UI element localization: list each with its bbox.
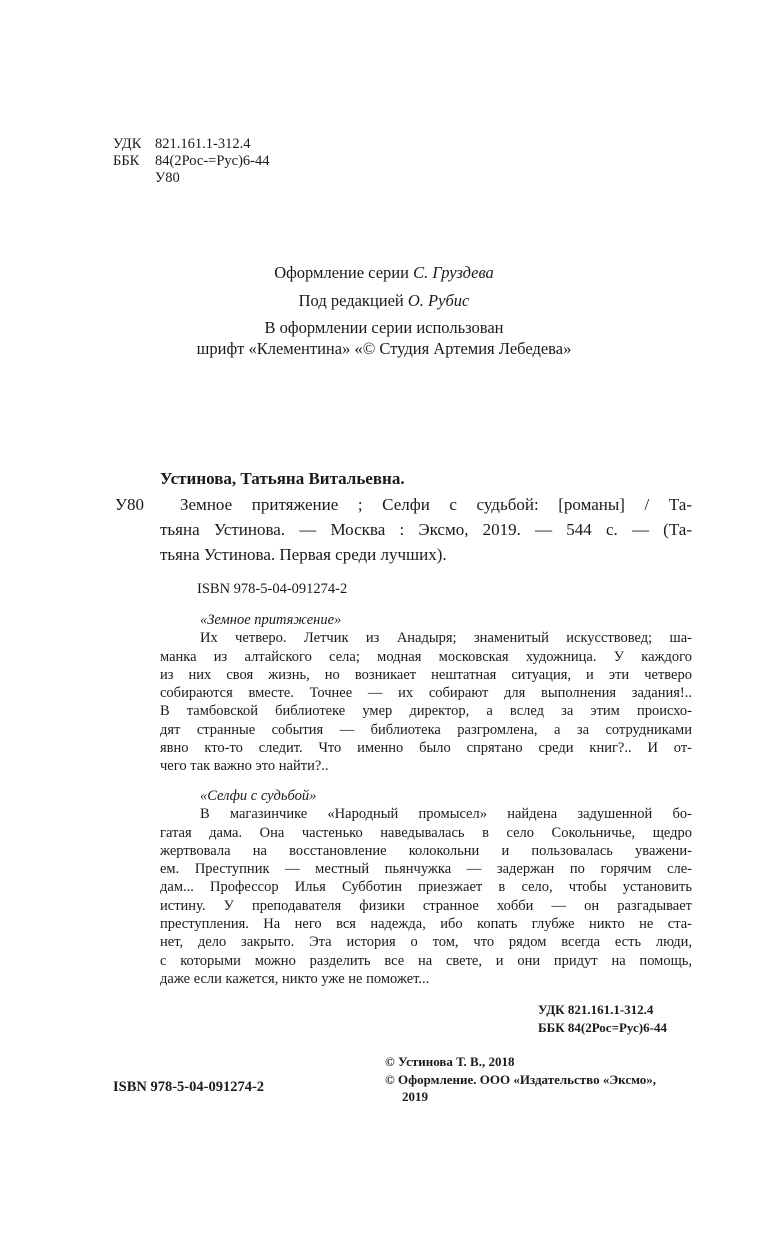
editor-prefix: Под редакцией	[298, 291, 404, 310]
editor-name: О. Рубис	[407, 291, 470, 310]
bbk-row	[113, 153, 270, 170]
series-design-prefix: Оформление серии	[274, 263, 409, 282]
author-mark: У80	[155, 170, 180, 186]
annotation-title: «Земное притяжение»	[200, 612, 342, 628]
annotation-line: Их четверо. Летчик из Анадыря; знаменитый искусствовед; ша-	[200, 630, 692, 647]
annotation-line: манка из алтайского села; модная московская художница. У каждого	[160, 648, 692, 665]
biblio-line: Земное притяжение ; Селфи с судьбой: [романы] / Та-	[180, 495, 692, 514]
copyright-design-year: 2019	[402, 1089, 428, 1104]
annotation-line: В магазинчике «Народный промысел» найдена задушенной бо-	[200, 806, 692, 823]
font-credit-line2: шрифт «Клементина» «© Студия Артемия Лебедева»	[196, 339, 572, 358]
annotation-line: дам... Профессор Илья Субботин приезжает в село, чтобы установить	[160, 879, 692, 896]
annotation-line: с которыми можно разделить все на свете, и они придут на помощь,	[160, 952, 692, 969]
editor-credit	[100, 290, 668, 311]
annotation-line: из них своя жизнь, но возникает нештатная ситуация, и эти четверо	[160, 666, 692, 683]
annotation-line: нет, дело закрыто. Эта история о том, что рядом всегда есть люди,	[160, 934, 692, 951]
annotation-line: ем. Преступник — местный пьянчужка — задержан по горячим сле-	[160, 861, 692, 878]
catalog-code: У80	[115, 495, 145, 514]
annotation-line: жертвовала на восстановление колокольни и пользовалась уважени-	[160, 842, 692, 859]
catalog-author: Устинова, Татьяна Витальевна.	[160, 469, 405, 488]
series-design-credit	[100, 262, 668, 283]
bbk-value: 84(2Рос-=Рус)6-44	[155, 153, 270, 169]
annotation-selfi-s-sudboy	[160, 787, 692, 988]
annotation-line: В тамбовской библиотеке умер директор, а вслед за этим происхо-	[160, 703, 692, 720]
annotation-line: преступления. На него вся надежда, ибо копать глубже никто не ста-	[160, 916, 692, 933]
series-designer-name: С. Груздева	[413, 263, 494, 282]
udk-value: 821.161.1-312.4	[155, 136, 251, 152]
font-credit-line1: В оформлении серии использован	[264, 318, 504, 337]
annotation-line: собираются вместе. Точнее — их собирают для выполнения задания!..	[160, 685, 692, 702]
udk-label: УДК	[113, 136, 142, 152]
annotation-line: даже если кажется, никто уже не поможет...	[160, 970, 430, 987]
classification-codes	[113, 136, 270, 187]
footer-classification-codes	[538, 1001, 667, 1036]
biblio-line: тьяна Устинова. — Москва : Эксмо, 2019. — 544 с. — (Та-	[160, 520, 692, 539]
annotation-title: «Селфи с судьбой»	[200, 788, 317, 804]
annotation-line: явно кто-то следит. Что именно было спрятано среди книг?.. И от-	[160, 740, 692, 757]
bbk-label: ББК	[113, 153, 140, 169]
annotation-line: истину. У преподавателя физики странное хобби — он разгадывает	[160, 897, 692, 914]
annotation-line: чего так важно это найти?..	[160, 758, 329, 775]
isbn-footer: ISBN 978-5-04-091274-2	[113, 1079, 265, 1095]
bibliographic-description	[160, 492, 692, 567]
biblio-line: тьяна Устинова. Первая среди лучших).	[160, 545, 447, 564]
annotation-zemnoe-prityazhenie	[160, 611, 692, 776]
annotation-line: гатая дама. Она частенько наведывалась в село Сокольничье, щедро	[160, 824, 692, 841]
copyright-design: © Оформление. ООО «Издательство «Эксмо»,	[385, 1071, 657, 1087]
copyright-author: © Устинова Т. В., 2018	[385, 1054, 515, 1069]
udk-row	[113, 136, 270, 153]
footer-udk: УДК 821.161.1-312.4	[538, 1002, 654, 1017]
copyright-block	[385, 1053, 656, 1106]
annotation-line: дят странные события — библиотека разгромлена, а за сотрудниками	[160, 721, 692, 738]
isbn-catalog: ISBN 978-5-04-091274-2	[197, 581, 348, 597]
footer-bbk: ББК 84(2Рос=Рус)6-44	[538, 1019, 667, 1035]
